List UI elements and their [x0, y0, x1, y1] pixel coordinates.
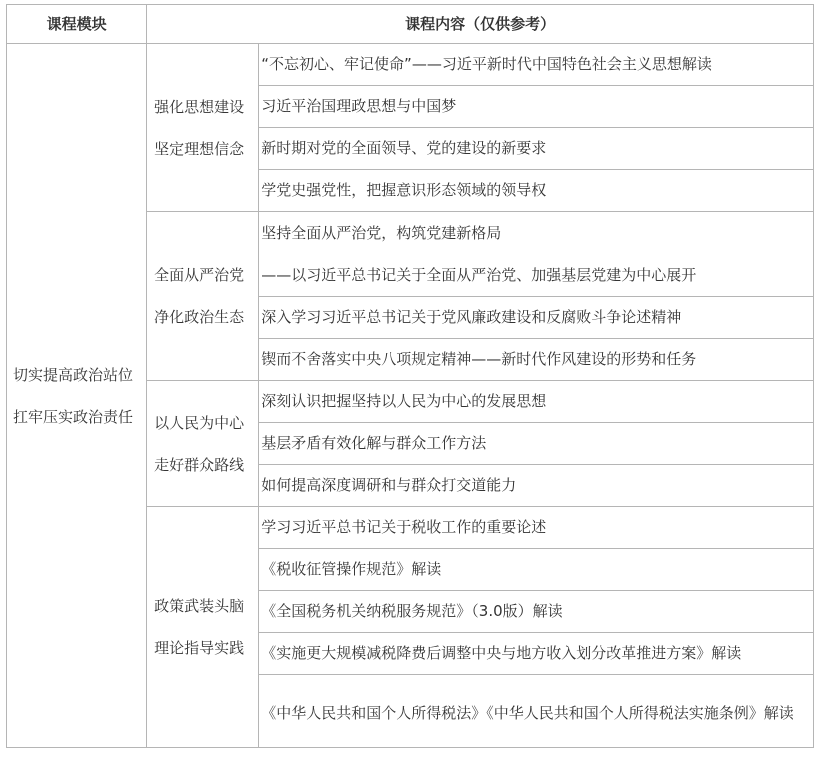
content-cell: 《税收征管操作规范》解读 — [259, 549, 814, 591]
module-cell — [7, 44, 147, 748]
content-cell: 新时期对党的全面领导、党的建设的新要求 — [259, 128, 814, 170]
header-row — [7, 5, 814, 44]
group-title-line-2: 理论指导实践 — [154, 639, 245, 657]
content-cell: 《实施更大规模减税降费后调整中央与地方收入划分改革推进方案》解读 — [259, 633, 814, 675]
group-title-line-2: 走好群众路线 — [154, 455, 245, 474]
content-cell: 锲而不舍落实中央八项规定精神——新时代作风建设的形势和任务 — [259, 339, 814, 381]
group-title-line-1: 政策武装头脑 — [154, 597, 245, 615]
content-cell: 习近平治国理政思想与中国梦 — [259, 86, 814, 128]
group-title-line-2: 坚定理想信念 — [154, 139, 245, 158]
group-title-line-1: 以人民为中心 — [154, 413, 245, 432]
course-table — [6, 4, 814, 748]
content-cell: 《中华人民共和国个人所得税法》《中华人民共和国个人所得税法实施条例》解读 — [259, 675, 814, 748]
group-title-line-2: 净化政治生态 — [154, 308, 245, 326]
content-cell: 基层矛盾有效化解与群众工作方法 — [259, 423, 814, 465]
content-cell: 学习习近平总书记关于税收工作的重要论述 — [259, 507, 814, 549]
module-line-2: 扛牢压实政治责任 — [13, 407, 134, 426]
group-title-line-1: 全面从严治党 — [154, 266, 245, 284]
content-cell: 《全国税务机关纳税服务规范》（3.0版）解读 — [259, 591, 814, 633]
content-cell: “不忘初心、牢记使命”——习近平新时代中国特色社会主义思想解读 — [259, 44, 814, 86]
header-module: 课程模块 — [7, 5, 147, 44]
content-cell: 深刻认识把握坚持以人民为中心的发展思想 — [259, 381, 814, 423]
content-line-1: 坚持全面从严治党，构筑党建新格局 — [261, 224, 502, 242]
content-cell: 深入学习习近平总书记关于党风廉政建设和反腐败斗争论述精神 — [259, 297, 814, 339]
header-content: 课程内容（仅供参考） — [147, 5, 814, 44]
group-title-cell — [147, 212, 259, 381]
content-cell: 学党史强党性，把握意识形态领域的领导权 — [259, 170, 814, 212]
group-title-cell — [147, 44, 259, 212]
content-line-2: ——以习近平总书记关于全面从严治党、加强基层党建为中心展开 — [261, 266, 697, 284]
content-cell: 如何提高深度调研和与群众打交道能力 — [259, 465, 814, 507]
content-cell — [259, 212, 814, 297]
module-line-1: 切实提高政治站位 — [13, 365, 134, 384]
group-title-cell — [147, 507, 259, 748]
group-title-line-1: 强化思想建设 — [154, 97, 245, 116]
table-row — [7, 44, 814, 86]
group-title-cell — [147, 381, 259, 507]
